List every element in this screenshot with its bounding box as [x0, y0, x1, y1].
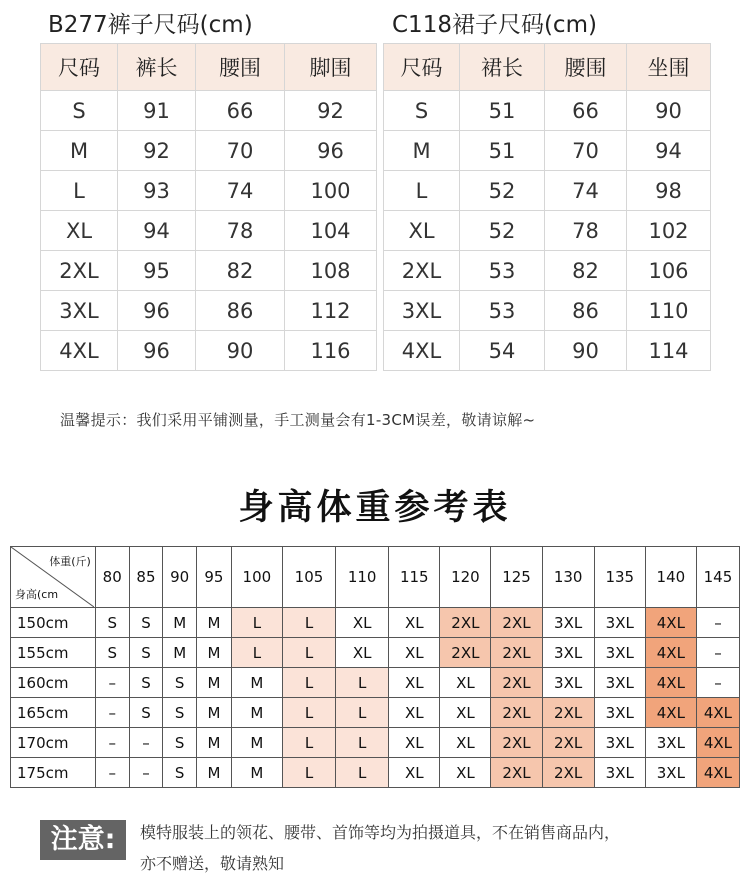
size-label-cell: 2XL: [41, 251, 118, 291]
size-cell: S: [95, 608, 129, 638]
size-cell: 2XL: [491, 638, 542, 668]
size-cell: XL: [389, 728, 440, 758]
measurement-cell: 92: [118, 131, 196, 171]
size-cell: 4XL: [645, 638, 696, 668]
size-cell: XL: [389, 758, 440, 788]
size-cell: S: [129, 698, 163, 728]
height-label-cell: 150cm: [11, 608, 96, 638]
size-cell: M: [197, 698, 232, 728]
measurement-cell: 53: [460, 291, 545, 331]
size-cell: XL: [336, 608, 389, 638]
size-cell: 3XL: [542, 608, 594, 638]
reference-chart-title: 身高体重参考表: [238, 488, 512, 528]
height-label-cell: 160cm: [11, 668, 96, 698]
measurement-cell: 74: [545, 171, 627, 211]
weight-header-cell: 140: [645, 547, 696, 608]
height-label-cell: 175cm: [11, 758, 96, 788]
size-label-cell: M: [384, 131, 460, 171]
measurement-cell: 51: [460, 131, 545, 171]
table-row: [384, 331, 711, 371]
height-label-cell: 165cm: [11, 698, 96, 728]
measurement-cell: 104: [285, 211, 377, 251]
size-cell: S: [129, 638, 163, 668]
size-cell: –: [696, 608, 739, 638]
size-cell: M: [197, 728, 232, 758]
table-row: [41, 171, 377, 211]
size-cell: 3XL: [542, 638, 594, 668]
size-cell: 2XL: [542, 758, 594, 788]
size-cell: 2XL: [440, 638, 491, 668]
size-cell: 4XL: [645, 608, 696, 638]
measurement-cell: 94: [118, 211, 196, 251]
size-label-cell: S: [41, 91, 118, 131]
size-cell: M: [231, 698, 282, 728]
measurement-cell: 78: [196, 211, 285, 251]
size-cell: XL: [389, 608, 440, 638]
size-cell: S: [163, 758, 197, 788]
size-cell: 3XL: [594, 698, 645, 728]
size-cell: –: [129, 728, 163, 758]
size-cell: –: [696, 638, 739, 668]
measurement-cell: 98: [627, 171, 711, 211]
size-cell: 2XL: [491, 698, 542, 728]
measurement-cell: 52: [460, 211, 545, 251]
header-cell: 裤长: [118, 44, 196, 91]
table-row: [384, 171, 711, 211]
height-weight-table: [10, 546, 740, 788]
size-cell: S: [129, 608, 163, 638]
height-axis-label: 身高(cm: [15, 588, 59, 601]
size-cell: L: [282, 668, 335, 698]
size-cell: 3XL: [645, 758, 696, 788]
skirt-header-row: [384, 44, 711, 91]
height-label-cell: 155cm: [11, 638, 96, 668]
size-cell: M: [197, 638, 232, 668]
pants-table-title: B277裤子尺码(cm): [48, 12, 253, 38]
size-cell: 4XL: [645, 668, 696, 698]
table-row: [384, 131, 711, 171]
size-cell: M: [197, 758, 232, 788]
size-cell: 3XL: [645, 728, 696, 758]
size-cell: L: [336, 668, 389, 698]
size-cell: M: [231, 758, 282, 788]
size-cell: L: [282, 728, 335, 758]
weight-header-cell: 115: [389, 547, 440, 608]
size-label-cell: L: [384, 171, 460, 211]
table-row: [41, 331, 377, 371]
size-cell: L: [282, 758, 335, 788]
table-row: [384, 91, 711, 131]
measurement-cell: 96: [118, 291, 196, 331]
size-label-cell: 4XL: [384, 331, 460, 371]
size-cell: 4XL: [696, 698, 739, 728]
size-cell: XL: [440, 758, 491, 788]
weight-header-cell: 135: [594, 547, 645, 608]
weight-header-cell: 110: [336, 547, 389, 608]
weight-header-row: [11, 547, 740, 608]
size-cell: 2XL: [542, 698, 594, 728]
size-label-cell: L: [41, 171, 118, 211]
measurement-cell: 95: [118, 251, 196, 291]
size-label-cell: XL: [41, 211, 118, 251]
size-label-cell: 2XL: [384, 251, 460, 291]
size-cell: 4XL: [696, 728, 739, 758]
size-cell: 2XL: [440, 608, 491, 638]
table-row: [11, 698, 740, 728]
size-cell: XL: [389, 638, 440, 668]
size-cell: 3XL: [594, 638, 645, 668]
measurement-cell: 91: [118, 91, 196, 131]
measurement-cell: 82: [196, 251, 285, 291]
size-cell: 3XL: [594, 728, 645, 758]
notice-text-line-1: 模特服装上的领花、腰带、首饰等均为拍摄道具，不在销售商品内，: [140, 823, 621, 842]
size-cell: –: [95, 758, 129, 788]
measurement-cell: 116: [285, 331, 377, 371]
size-cell: –: [696, 668, 739, 698]
measurement-cell: 53: [460, 251, 545, 291]
size-cell: 2XL: [491, 668, 542, 698]
header-cell: 坐围: [627, 44, 711, 91]
measurement-cell: 94: [627, 131, 711, 171]
weight-header-cell: 100: [231, 547, 282, 608]
table-row: [41, 131, 377, 171]
table-row: [41, 211, 377, 251]
measurement-cell: 51: [460, 91, 545, 131]
measurement-cell: 70: [545, 131, 627, 171]
weight-header-cell: 120: [440, 547, 491, 608]
table-row: [11, 638, 740, 668]
size-cell: L: [231, 638, 282, 668]
size-label-cell: 3XL: [384, 291, 460, 331]
measurement-cell: 100: [285, 171, 377, 211]
weight-header-cell: 130: [542, 547, 594, 608]
weight-axis-label: 体重(斤): [49, 555, 91, 568]
corner-header-cell: [11, 547, 96, 608]
size-cell: S: [95, 638, 129, 668]
table-row: [384, 251, 711, 291]
measurement-cell: 74: [196, 171, 285, 211]
table-row: [11, 758, 740, 788]
header-cell: 脚围: [285, 44, 377, 91]
size-cell: S: [163, 698, 197, 728]
header-cell: 腰围: [196, 44, 285, 91]
pants-size-table: [40, 43, 377, 371]
size-cell: M: [163, 608, 197, 638]
pants-header-row: [41, 44, 377, 91]
size-cell: 3XL: [594, 668, 645, 698]
measurement-cell: 110: [627, 291, 711, 331]
header-cell: 裙长: [460, 44, 545, 91]
weight-header-cell: 90: [163, 547, 197, 608]
weight-header-cell: 95: [197, 547, 232, 608]
measurement-cell: 112: [285, 291, 377, 331]
size-cell: XL: [389, 668, 440, 698]
size-cell: –: [95, 668, 129, 698]
size-cell: XL: [389, 698, 440, 728]
size-cell: XL: [440, 728, 491, 758]
measurement-cell: 93: [118, 171, 196, 211]
size-label-cell: S: [384, 91, 460, 131]
measurement-cell: 86: [196, 291, 285, 331]
measurement-cell: 106: [627, 251, 711, 291]
weight-header-cell: 125: [491, 547, 542, 608]
size-cell: L: [282, 608, 335, 638]
size-cell: S: [163, 728, 197, 758]
size-cell: XL: [440, 668, 491, 698]
measurement-cell: 66: [196, 91, 285, 131]
size-cell: M: [197, 668, 232, 698]
size-cell: –: [95, 698, 129, 728]
table-row: [384, 211, 711, 251]
measurement-cell: 96: [118, 331, 196, 371]
measurement-cell: 82: [545, 251, 627, 291]
size-cell: XL: [440, 698, 491, 728]
table-row: [41, 91, 377, 131]
size-cell: M: [163, 638, 197, 668]
measurement-cell: 78: [545, 211, 627, 251]
size-cell: L: [282, 638, 335, 668]
size-cell: –: [129, 758, 163, 788]
header-cell: 腰围: [545, 44, 627, 91]
size-cell: 3XL: [542, 668, 594, 698]
measurement-cell: 52: [460, 171, 545, 211]
size-cell: L: [336, 758, 389, 788]
header-cell: 尺码: [384, 44, 460, 91]
measurement-cell: 90: [545, 331, 627, 371]
notice-badge: 注意:: [40, 820, 126, 860]
size-cell: 2XL: [491, 728, 542, 758]
size-cell: M: [197, 608, 232, 638]
height-label-cell: 170cm: [11, 728, 96, 758]
measurement-cell: 66: [545, 91, 627, 131]
size-cell: M: [231, 668, 282, 698]
weight-header-cell: 105: [282, 547, 335, 608]
size-cell: –: [95, 728, 129, 758]
size-cell: XL: [336, 638, 389, 668]
skirt-size-table: [383, 43, 711, 371]
size-cell: L: [282, 698, 335, 728]
table-row: [384, 291, 711, 331]
weight-header-cell: 80: [95, 547, 129, 608]
size-cell: 4XL: [645, 698, 696, 728]
size-cell: 3XL: [594, 758, 645, 788]
weight-header-cell: 145: [696, 547, 739, 608]
size-cell: S: [163, 668, 197, 698]
size-cell: 3XL: [594, 608, 645, 638]
measurement-note: 温馨提示：我们采用平铺测量，手工测量会有1-3CM误差，敬请谅解~: [60, 411, 536, 429]
table-row: [41, 291, 377, 331]
size-cell: 2XL: [542, 728, 594, 758]
weight-header-cell: 85: [129, 547, 163, 608]
measurement-cell: 92: [285, 91, 377, 131]
size-label-cell: M: [41, 131, 118, 171]
measurement-cell: 96: [285, 131, 377, 171]
measurement-cell: 70: [196, 131, 285, 171]
table-row: [11, 668, 740, 698]
size-cell: L: [231, 608, 282, 638]
notice-text-line-2: 亦不赠送，敬请熟知: [140, 854, 285, 873]
table-row: [41, 251, 377, 291]
measurement-cell: 90: [196, 331, 285, 371]
measurement-cell: 108: [285, 251, 377, 291]
table-row: [11, 728, 740, 758]
size-label-cell: 3XL: [41, 291, 118, 331]
measurement-cell: 90: [627, 91, 711, 131]
table-row: [11, 608, 740, 638]
size-label-cell: 4XL: [41, 331, 118, 371]
measurement-cell: 54: [460, 331, 545, 371]
skirt-table-title: C118裙子尺码(cm): [392, 12, 597, 38]
measurement-cell: 114: [627, 331, 711, 371]
size-label-cell: XL: [384, 211, 460, 251]
measurement-cell: 102: [627, 211, 711, 251]
size-cell: 2XL: [491, 758, 542, 788]
size-cell: 4XL: [696, 758, 739, 788]
header-cell: 尺码: [41, 44, 118, 91]
size-cell: L: [336, 728, 389, 758]
size-cell: 2XL: [491, 608, 542, 638]
size-cell: S: [129, 668, 163, 698]
measurement-cell: 86: [545, 291, 627, 331]
size-cell: L: [336, 698, 389, 728]
size-cell: M: [231, 728, 282, 758]
